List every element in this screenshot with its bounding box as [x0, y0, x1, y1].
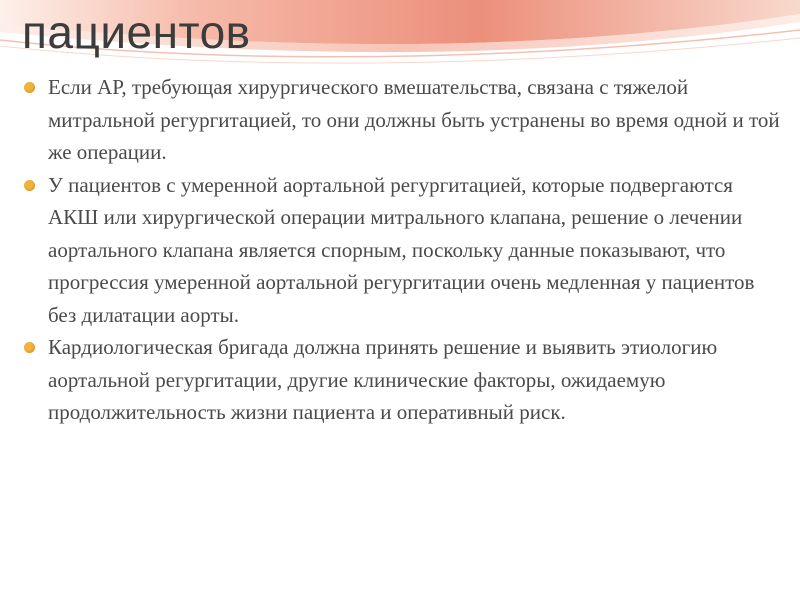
bullet-item: [22, 169, 782, 332]
bullet-list: [22, 71, 782, 429]
slide-title: пациентов: [22, 6, 251, 58]
bullet-text: Если АР, требующая хирургического вмешательства, связана с тяжелой митральной регургитацией, то они должны быть устранены во время одной и той же операции.: [48, 75, 780, 164]
bullet-text: У пациентов с умеренной аортальной регургитацией, которые подвергаются АКШ или хирургической операции митрального клапана, решение о лечении аортального клапана является спорным, поскольку данные показывают, что прогрессия умеренной аортальной регургитации очень медленная у пациентов без дилатации аорты.: [48, 172, 755, 327]
bullet-dot-icon: [24, 82, 35, 93]
bullet-item: [22, 71, 782, 169]
bullet-dot-icon: [24, 180, 35, 191]
bullet-dot-icon: [24, 342, 35, 353]
bullet-item: [22, 331, 782, 429]
bullet-text: Кардиологическая бригада должна принять решение и выявить этиологию аортальной регургитации, другие клинические факторы, ожидаемую продолжительность жизни пациента и оперативный риск.: [48, 335, 718, 424]
